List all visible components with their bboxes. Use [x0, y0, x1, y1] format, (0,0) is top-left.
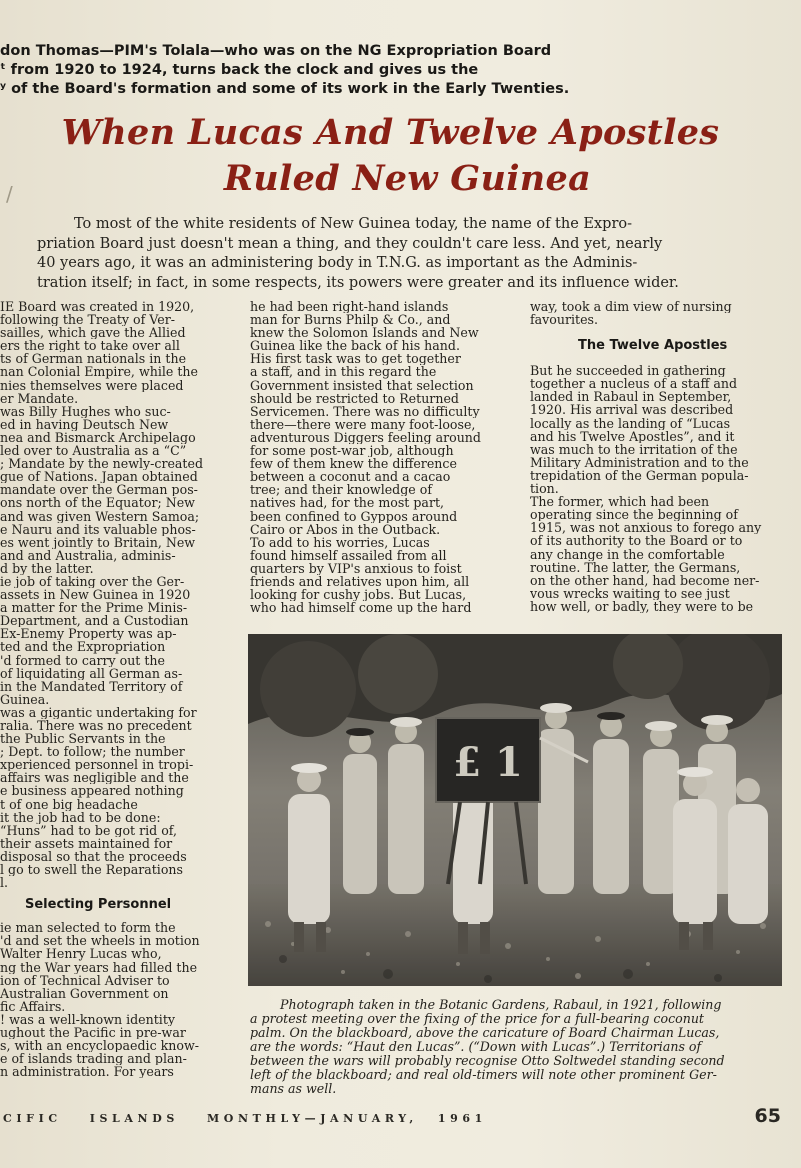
text-line: ers the right to take over all	[0, 339, 180, 353]
text-line: way, took a dim view of nursing	[530, 300, 732, 314]
photo-caption	[250, 998, 786, 1096]
text-line: in the Mandated Territory of	[0, 679, 183, 693]
footer-part: CIFIC	[3, 1112, 62, 1125]
text-line: for some post-war job, although	[250, 444, 454, 458]
text-line: Walter Henry Lucas who,	[0, 947, 162, 961]
text-line: 'd formed to carry out the	[0, 653, 165, 667]
text-line: s, with an encyclopaedic know-	[0, 1039, 199, 1053]
text-line: l go to swell the Reparations	[0, 863, 183, 877]
text-line: ! was a well-known identity	[0, 1012, 176, 1026]
text-line: and was given Western Samoa;	[0, 509, 200, 523]
text-line: 1920. His arrival was described	[530, 403, 734, 417]
text-line: tion.	[530, 482, 559, 496]
text-line: assets in New Guinea in 1920	[0, 588, 191, 602]
column-3	[530, 300, 788, 613]
text-line: was Billy Hughes who suc-	[0, 404, 171, 418]
text-line: Government insisted that selection	[250, 378, 474, 392]
text-line: of liquidating all German as-	[0, 666, 183, 680]
text-line: gue of Nations. Japan obtained	[0, 470, 198, 484]
kicker-line: don Thomas—PIM's Tolala—who was on the NG Expropriation Board	[0, 43, 552, 59]
column-1-paragraph-2	[0, 921, 230, 1078]
column-3-paragraph-2	[530, 364, 788, 613]
text-line: looking for cushy jobs. But Lucas,	[250, 588, 467, 602]
text-line: ed in having Deutsch New	[0, 417, 169, 431]
text-line: The former, which had been	[530, 495, 710, 509]
kicker-line: ᵗ from 1920 to 1924, turns back the clock and gives us the	[0, 62, 479, 78]
text-line: friends and relatives upon him, all	[250, 574, 470, 589]
text-line: ie job of taking over the Ger-	[0, 574, 185, 589]
text-line: favourites.	[530, 313, 599, 327]
text-line: a staff, and in this regard the	[250, 365, 437, 379]
text-line: Department, and a Custodian	[0, 614, 189, 628]
text-line: ons north of the Equator; New	[0, 496, 195, 510]
text-line: er Mandate.	[0, 391, 79, 405]
text-line: ughout the Pacific in pre-war	[0, 1025, 186, 1040]
text-line: how well, or badly, they were to be	[530, 599, 754, 613]
text-line: disposal so that the proceeds	[0, 849, 187, 864]
text-line: d by the latter.	[0, 561, 94, 575]
text-line: Military Administration and to the	[530, 455, 749, 469]
text-line: led over to Australia as a “C”	[0, 444, 187, 458]
text-line: ie man selected to form the	[0, 921, 176, 935]
page-footer	[0, 1105, 801, 1134]
standfirst	[37, 215, 737, 293]
footer-part: ISLANDS	[89, 1112, 179, 1125]
standfirst-line: priation Board just doesn't mean a thing, and they couldn't care less. And yet, nearly	[37, 235, 663, 252]
page-number: 65	[754, 1105, 781, 1127]
kicker-intro	[0, 42, 570, 99]
text-line: e of islands trading and plan-	[0, 1052, 187, 1066]
text-line: l.	[0, 876, 9, 890]
text-line: Ex-Enemy Property was ap-	[0, 627, 177, 641]
text-line: and and Australia, adminis-	[0, 548, 176, 562]
text-line: it the job had to be done:	[0, 810, 161, 824]
headline-line-2: Ruled New Guinea	[223, 158, 592, 199]
text-line: following the Treaty of Ver-	[0, 313, 175, 327]
text-line: To add to his worries, Lucas	[250, 535, 430, 549]
text-line: quarters by VIP's anxious to foist	[250, 561, 462, 575]
text-line: e business appeared nothing	[0, 784, 184, 798]
column-1	[0, 300, 230, 1078]
text-line: His first task was to get together	[250, 352, 461, 366]
column-1-paragraph-1	[0, 300, 230, 889]
footer-part: MONTHLY—JANUARY,	[206, 1112, 418, 1125]
footer-year: 1961	[437, 1112, 487, 1125]
text-line: found himself assailed from all	[250, 548, 447, 562]
text-line: ts of German nationals in the	[0, 352, 187, 366]
caption-line: palm. On the blackboard, above the caricature of Board Chairman Lucas,	[250, 1025, 720, 1040]
text-line: Cairo or Abos in the Outback.	[250, 522, 441, 536]
text-line: operating since the beginning of	[530, 508, 738, 522]
text-line: there—there were many foot-loose,	[250, 417, 476, 431]
caption-line: are the words: “Haut den Lucas”. (“Down with Lucas”.) Territorians of	[250, 1039, 702, 1054]
text-line: nies themselves were placed	[0, 378, 184, 392]
text-line: was much to the irritation of the	[530, 442, 738, 456]
text-line: been confined to Gyppos around	[250, 509, 458, 523]
text-line: the Public Servants in the	[0, 732, 166, 746]
text-line: vous wrecks waiting to see just	[530, 586, 730, 600]
text-line: adventurous Diggers feeling around	[250, 430, 481, 445]
text-line: But he succeeded in gathering	[530, 364, 726, 378]
text-line: and his Twelve Apostles”, and it	[530, 429, 735, 443]
text-line: on the other hand, had become ner-	[530, 573, 760, 587]
text-line: t of one big headache	[0, 797, 138, 811]
subhead-selecting-personnel: Selecting Personnel	[25, 897, 172, 913]
text-line: natives had, for the most part,	[250, 496, 445, 510]
text-line: 1915, was not anxious to forego any	[530, 521, 762, 535]
text-line: ng the War years had filled the	[0, 960, 198, 974]
text-line: knew the Solomon Islands and New	[250, 326, 479, 340]
text-line: tree; and their knowledge of	[250, 483, 433, 497]
text-line: few of them knew the difference	[250, 457, 457, 471]
text-line: IE Board was created in 1920,	[0, 300, 195, 314]
text-line: was a gigantic undertaking for	[0, 705, 197, 719]
kicker-line: ʸ of the Board's formation and some of its work in the Early Twenties.	[0, 81, 570, 97]
caption-line: between the wars will probably recognise Otto Soltwedel standing second	[250, 1053, 725, 1068]
text-line: ; Dept. to follow; the number	[0, 745, 185, 759]
margin-mark: /	[6, 182, 13, 206]
text-line: any change in the comfortable	[530, 547, 725, 561]
headline-line-1: When Lucas And Twelve Apostles	[61, 112, 720, 153]
text-line: affairs was negligible and the	[0, 771, 189, 785]
caption-line: Photograph taken in the Botanic Gardens, Rabaul, in 1921, following	[280, 997, 722, 1012]
column-2	[250, 300, 508, 614]
text-line: nea and Bismarck Archipelago	[0, 430, 196, 445]
subhead-twelve-apostles: The Twelve Apostles	[578, 338, 728, 354]
text-line: man for Burns Philp & Co., and	[250, 313, 451, 327]
text-line: landed in Rabaul in September,	[530, 390, 732, 404]
text-line: their assets maintained for	[0, 836, 173, 850]
text-line: Guinea.	[0, 692, 50, 706]
text-line: of its authority to the Board or to	[530, 534, 743, 548]
text-line: ralia. There was no precedent	[0, 719, 192, 733]
text-line: Guinea like the back of his hand.	[250, 339, 460, 353]
text-line: should be restricted to Returned	[250, 391, 459, 405]
text-line: 'd and set the wheels in motion	[0, 934, 200, 948]
text-line: “Huns” had to be got rid of,	[0, 823, 178, 837]
text-line: he had been right-hand islands	[250, 300, 449, 314]
text-line: xperienced personnel in tropi-	[0, 758, 194, 772]
text-line: nan Colonial Empire, while the	[0, 365, 198, 379]
text-line: mandate over the German pos-	[0, 483, 198, 497]
caption-line: mans as well.	[250, 1081, 337, 1096]
text-line: ; Mandate by the newly-created	[0, 457, 204, 471]
text-line: routine. The latter, the Germans,	[530, 560, 741, 574]
text-line: es went jointly to Britain, New	[0, 535, 196, 549]
text-line: who had himself come up the hard	[250, 601, 472, 615]
text-line: sailles, which gave the Allied	[0, 326, 186, 340]
text-line: locally as the landing of “Lucas	[530, 416, 731, 430]
text-line: Servicemen. There was no difficulty	[250, 404, 480, 418]
article-headline	[0, 110, 801, 202]
text-line: between a coconut and a cacao	[250, 470, 451, 484]
text-line: e Nauru and its valuable phos-	[0, 522, 196, 536]
text-line: n administration. For years	[0, 1065, 174, 1079]
text-line: ion of Technical Adviser to	[0, 973, 170, 987]
running-footer	[3, 1112, 487, 1125]
text-line: a matter for the Prime Minis-	[0, 601, 188, 615]
blackboard-text: £ 1	[453, 739, 523, 786]
historical-photograph	[248, 634, 782, 986]
standfirst-line: To most of the white residents of New Guinea today, the name of the Expro-	[74, 216, 633, 232]
text-line: Australian Government on	[0, 986, 169, 1000]
photo-image	[248, 634, 782, 986]
standfirst-line: 40 years ago, it was an administering body in T.N.G. as important as the Adminis-	[37, 255, 638, 271]
text-line: trepidation of the German popula-	[530, 468, 749, 483]
caption-line: a protest meeting over the fixing of the price for a full-bearing coconut	[250, 1011, 704, 1026]
text-line: fic Affairs.	[0, 999, 66, 1013]
column-2-paragraph-1	[250, 300, 508, 614]
column-3-paragraph-1	[530, 300, 788, 326]
standfirst-line: tration itself; in fact, in some respects, its powers were greater and its influence wider.	[37, 274, 679, 291]
caption-line: left of the blackboard; and real old-timers will note other prominent Ger-	[250, 1067, 717, 1082]
text-line: together a nucleus of a staff and	[530, 377, 738, 391]
text-line: ted and the Expropriation	[0, 640, 166, 654]
